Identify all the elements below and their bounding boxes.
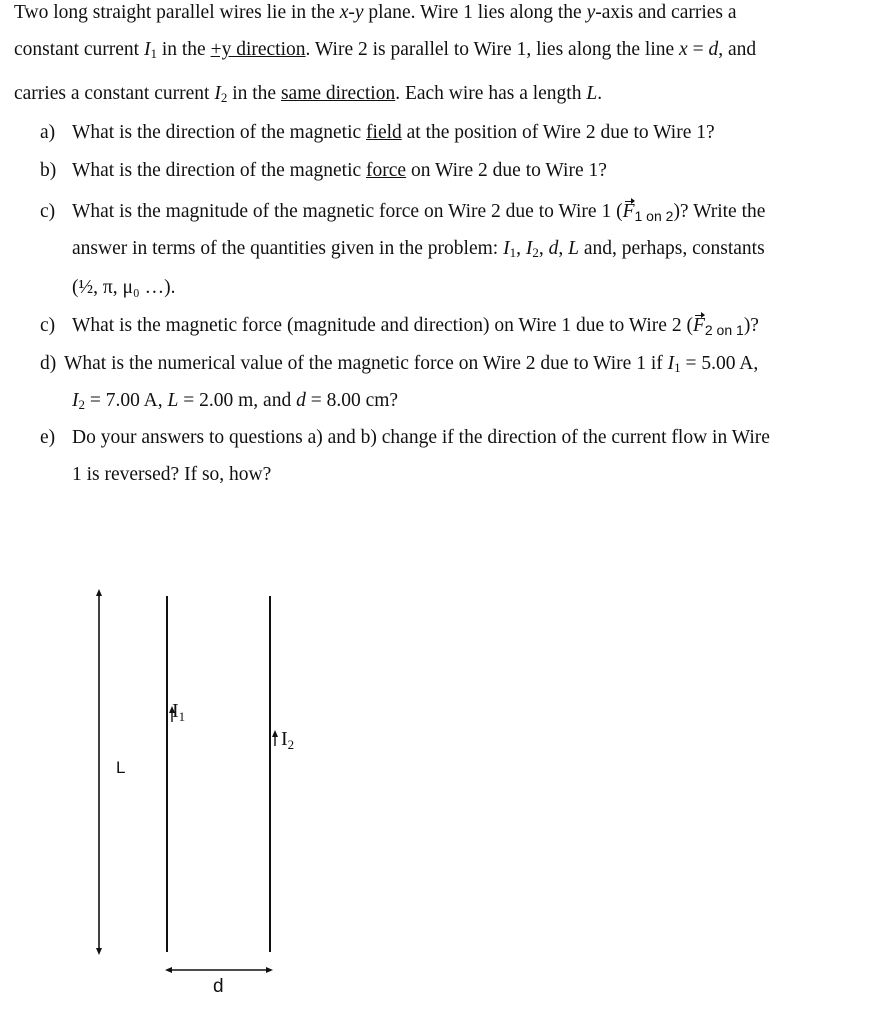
question-e-line-1: Do your answers to questions a) and b) change if the direction of the current flow in Wire — [72, 427, 770, 448]
question-e-label: e) — [40, 427, 56, 448]
question-c1-line-2: answer in terms of the quantities given in the problem: $I_1$, $I_2$, d, L and, perhaps, constants — [72, 238, 765, 260]
question-a: What is the direction of the magnetic field at the position of Wire 2 due to Wire 1? — [72, 122, 715, 143]
force-vector-symbol: F — [622, 201, 635, 222]
question-a-label: a) — [40, 122, 56, 143]
question-c2: What is the magnetic force (magnitude and direction) on Wire 1 due to Wire 2 $(F_{2 on 1})$? — [72, 315, 759, 338]
intro-line-2: constant current $I_1$ in the +y direction. Wire 2 is parallel to Wire 1, lies along the line x = d, and — [14, 39, 757, 61]
question-c1-line-1: What is the magnitude of the magnetic force on Wire 2 due to Wire 1 $(F_{1 on 2})$? Write the — [72, 201, 766, 224]
question-e-line-2: 1 is reversed? If so, how? — [72, 464, 272, 485]
question-b: What is the direction of the magnetic force on Wire 2 due to Wire 1? — [72, 160, 607, 181]
intro-line-3: carries a constant current $I_2$ in the same direction. Each wire has a length L. — [14, 83, 603, 105]
question-b-label: b) — [40, 160, 57, 181]
question-c1-line-3: (½, π, μ₀ …). — [72, 277, 176, 298]
question-d-label: d) — [40, 353, 57, 374]
direction-underline: +y direction — [210, 39, 306, 60]
question-d-line-2: $I_2 = 7.00$ A, L = 2.00 m, and d = 8.00 cm? — [72, 390, 399, 412]
intro-line-1: Two long straight parallel wires lie in the x-y plane. Wire 1 lies along the y-axis and carries a — [14, 2, 737, 23]
current-1-label: $I_1$ — [172, 700, 186, 724]
question-c1-label: c) — [40, 201, 56, 222]
current-2-label: $I_2$ — [281, 728, 295, 752]
force-vector-symbol: F — [692, 315, 705, 336]
separation-label: d — [213, 976, 224, 997]
same-direction-underline: same direction — [280, 83, 396, 104]
length-label: L — [116, 758, 126, 777]
question-c2-label: c) — [40, 315, 56, 336]
question-d-line-1: What is the numerical value of the magnetic force on Wire 2 due to Wire 1 if $I_1 = 5.00$ A, — [64, 353, 759, 375]
